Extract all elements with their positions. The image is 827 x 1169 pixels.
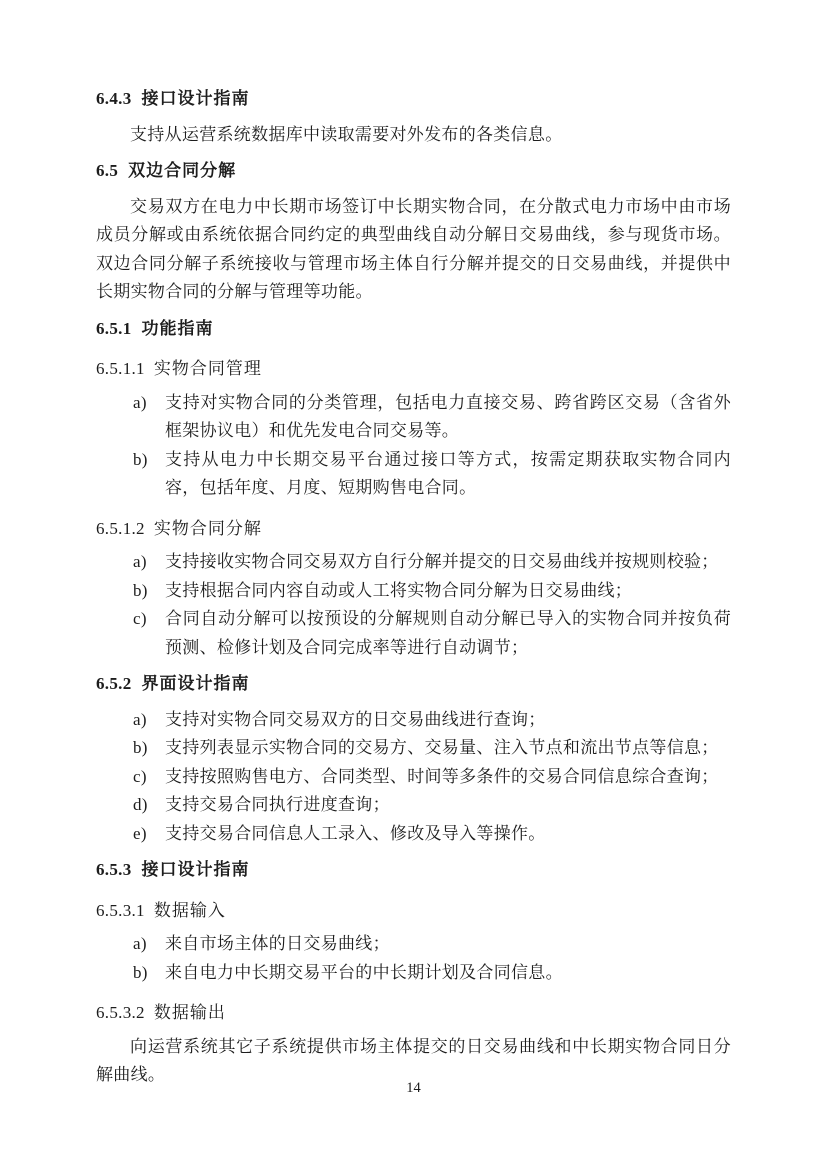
list-item	[96, 577, 731, 606]
list-item-text: 来自电力中长期交易平台的中长期计划及合同信息。	[165, 962, 563, 982]
list-item	[96, 605, 731, 662]
list-item	[96, 820, 731, 849]
paragraph: 向运营系统其它子系统提供市场主体提交的日交易曲线和中长期实物合同日分解曲线。	[96, 1036, 731, 1084]
subsection-heading	[96, 999, 731, 1028]
page-footer	[0, 1078, 827, 1098]
section-heading	[96, 315, 731, 344]
heading-number: 6.5.1	[96, 318, 132, 338]
document-body	[96, 85, 731, 1090]
list-item	[96, 791, 731, 820]
list-item-text: 支持接收实物合同交易双方自行分解并提交的日交易曲线并按规则校验；	[165, 552, 719, 571]
list-item-label: b)	[133, 738, 148, 757]
list-item-label: a)	[133, 709, 147, 729]
heading-title: 数据输入	[153, 900, 226, 920]
heading-title: 接口设计指南	[141, 89, 250, 108]
heading-number: 6.5	[96, 161, 119, 180]
list-item-label: e)	[133, 823, 147, 843]
list-item-label: a)	[133, 392, 147, 412]
list-item-label: a)	[133, 552, 147, 571]
list-item-text: 支持从电力中长期交易平台通过接口等方式，按需定期获取实物合同内容，包括年度、月度、短期购售电合同。	[165, 449, 731, 497]
list-item-text: 支持根据合同内容自动或人工将实物合同分解为日交易曲线；	[165, 580, 633, 600]
list-item	[96, 930, 731, 959]
list-item-text: 支持交易合同信息人工录入、修改及导入等操作。	[165, 823, 546, 843]
list-item-text: 支持对实物合同的分类管理，包括电力直接交易、跨省跨区交易（含省外框架协议电）和优先发电合同交易等。	[165, 392, 731, 440]
list-item-label: b)	[133, 449, 148, 469]
list-item-text: 支持对实物合同交易双方的日交易曲线进行查询；	[165, 709, 546, 729]
list-item-label: b)	[133, 580, 148, 600]
list-item-text: 支持按照购售电方、合同类型、时间等多条件的交易合同信息综合查询；	[165, 766, 719, 786]
list-item-text: 支持列表显示实物合同的交易方、交易量、注入节点和流出节点等信息；	[165, 738, 719, 757]
section-heading	[96, 670, 731, 699]
ordered-list	[96, 389, 731, 503]
heading-title: 双边合同分解	[128, 161, 237, 180]
heading-number: 6.5.3.2	[96, 1003, 145, 1022]
paragraph: 交易双方在电力中长期市场签订中长期实物合同，在分散式电力市场中由市场成员分解或由系统依据合同约定的典型曲线自动分解日交易曲线，参与现货市场。双边合同分解子系统接收与管理市场主体自行分解并提交的日交易曲线，并提供中长期实物合同的分解与管理等功能。	[96, 196, 731, 301]
heading-number: 6.5.2	[96, 674, 132, 693]
list-item	[96, 446, 731, 503]
list-item	[96, 959, 731, 988]
heading-number: 6.5.1.1	[96, 359, 145, 378]
heading-title: 界面设计指南	[141, 674, 250, 693]
section-heading	[96, 157, 731, 186]
ordered-list	[96, 930, 731, 987]
list-item-text: 支持交易合同执行进度查询；	[165, 795, 390, 814]
list-item-label: d)	[133, 795, 148, 814]
list-item-text: 来自市场主体的日交易曲线；	[165, 934, 390, 953]
ordered-list	[96, 548, 731, 662]
subsection-heading	[96, 355, 731, 384]
heading-number: 6.5.3	[96, 860, 132, 879]
list-item-label: a)	[133, 934, 147, 953]
list-item-label: c)	[133, 609, 147, 628]
heading-number: 6.4.3	[96, 89, 132, 108]
list-item	[96, 734, 731, 763]
list-item	[96, 548, 731, 577]
section-heading	[96, 856, 731, 885]
page-number: 14	[406, 1080, 421, 1096]
ordered-list	[96, 706, 731, 849]
heading-title: 实物合同分解	[153, 518, 262, 538]
heading-title: 实物合同管理	[153, 359, 262, 378]
heading-number: 6.5.3.1	[96, 900, 145, 920]
heading-number: 6.5.1.2	[96, 518, 145, 538]
list-item	[96, 389, 731, 446]
subsection-heading	[96, 515, 731, 544]
subsection-heading	[96, 897, 731, 926]
list-item	[96, 706, 731, 735]
list-item-label: b)	[133, 962, 148, 982]
heading-title: 接口设计指南	[141, 860, 250, 879]
heading-title: 功能指南	[141, 318, 214, 338]
list-item	[96, 763, 731, 792]
list-item-label: c)	[133, 766, 147, 786]
section-heading	[96, 85, 731, 114]
heading-title: 数据输出	[153, 1003, 226, 1022]
list-item-text: 合同自动分解可以按预设的分解规则自动分解已导入的实物合同并按负荷预测、检修计划及合同完成率等进行自动调节；	[165, 609, 731, 657]
paragraph: 支持从运营系统数据库中读取需要对外发布的各类信息。	[130, 124, 563, 144]
